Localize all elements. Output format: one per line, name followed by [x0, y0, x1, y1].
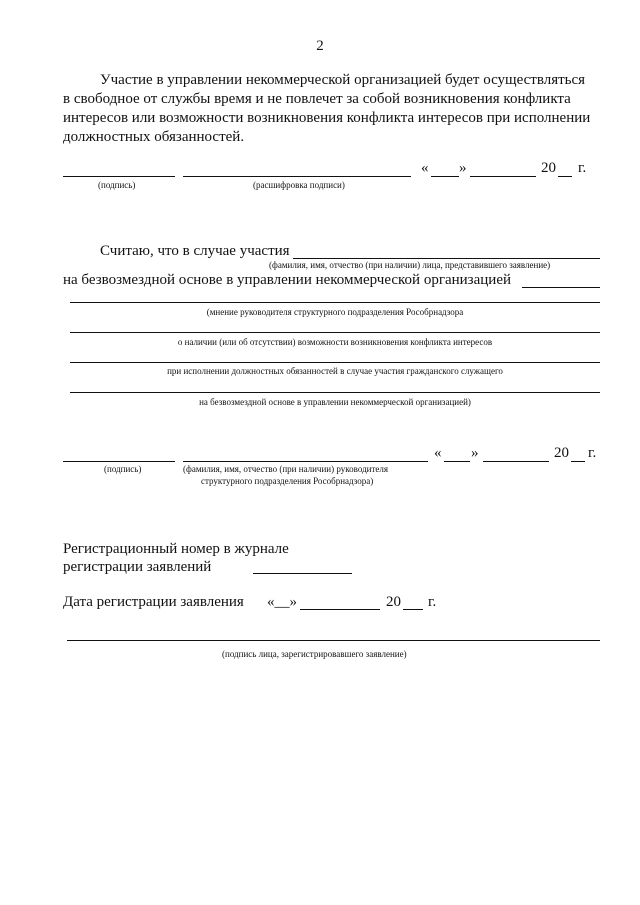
signature-line[interactable]	[63, 176, 175, 177]
registration-number-line[interactable]	[253, 573, 352, 574]
date2-year-prefix: 20	[554, 445, 569, 461]
statement-line-1: Участие в управлении некоммерческой организацией будет осуществляться	[100, 72, 586, 88]
opinion-line-3[interactable]	[70, 362, 600, 363]
statement-paragraph	[63, 71, 601, 147]
registrar-signature-line[interactable]	[67, 640, 600, 641]
registration-date-year-line[interactable]	[403, 609, 423, 610]
date-year-suffix: г.	[578, 160, 587, 176]
date2-year-line[interactable]	[571, 461, 585, 462]
date-close-quote: »	[459, 160, 467, 176]
date2-month-line[interactable]	[483, 461, 549, 462]
opinion-line-1[interactable]	[70, 302, 600, 303]
registration-date-year-prefix: 20	[386, 594, 401, 610]
name-decoding-line[interactable]	[183, 176, 411, 177]
date2-close-quote: »	[471, 445, 479, 461]
date-day-line[interactable]	[431, 176, 459, 177]
registration-date-month-line[interactable]	[300, 609, 380, 610]
opinion-line-end[interactable]	[522, 287, 600, 288]
manager-signature-caption: (подпись)	[104, 464, 142, 474]
page-number: 2	[316, 38, 324, 54]
date-year-prefix: 20	[541, 160, 556, 176]
statement-line-3: интересов или возможности возникновения конфликта интересов при исполнении	[63, 110, 591, 126]
date-year-line[interactable]	[558, 176, 572, 177]
date2-year-suffix: г.	[588, 445, 597, 461]
opinion-caption-1: (мнение руководителя структурного подразделения Рособрнадзора	[206, 307, 464, 317]
registration-number-label-2: регистрации заявлений	[63, 559, 212, 575]
manager-name-line[interactable]	[183, 461, 428, 462]
statement-line-4: должностных обязанностей.	[63, 129, 245, 145]
registration-date-day[interactable]: «__»	[267, 594, 297, 610]
opinion-line-4[interactable]	[70, 392, 600, 393]
opinion-lead-text: Считаю, что в случае участия	[100, 243, 290, 259]
signature-caption: (подпись)	[98, 180, 136, 190]
name-decoding-caption: (расшифровка подписи)	[253, 180, 345, 190]
applicant-name-line[interactable]	[293, 258, 600, 259]
applicant-name-caption: (фамилия, имя, отчество (при наличии) лица, представившего заявление)	[269, 260, 551, 270]
date-open-quote: «	[421, 160, 429, 176]
statement-line-2: в свободное от службы время и не повлечет за собой возникновения конфликта	[63, 91, 571, 107]
manager-name-caption-2: структурного подразделения Рособрнадзора)	[201, 476, 374, 486]
registration-date-label: Дата регистрации заявления	[63, 594, 244, 610]
opinion-caption-3: при исполнении должностных обязанностей в случае участия гражданского служащего	[167, 366, 503, 376]
manager-name-caption-1: (фамилия, имя, отчество (при наличии) руководителя	[183, 464, 389, 474]
opinion-line-2[interactable]	[70, 332, 600, 333]
opinion-second-line: на безвозмездной основе в управлении некоммерческой организацией	[63, 272, 512, 288]
registrar-signature-caption: (подпись лица, зарегистрировавшего заявление)	[222, 649, 407, 659]
date-month-line[interactable]	[470, 176, 536, 177]
opinion-caption-2: о наличии (или об отсутствии) возможности возникновения конфликта интересов	[177, 337, 493, 347]
date2-open-quote: «	[434, 445, 442, 461]
manager-signature-line[interactable]	[63, 461, 175, 462]
opinion-caption-4: на безвозмездной основе в управлении некоммерческой организацией)	[199, 397, 471, 407]
registration-number-label-1: Регистрационный номер в журнале	[63, 541, 289, 557]
registration-date-year-suffix: г.	[428, 594, 437, 610]
date2-day-line[interactable]	[444, 461, 470, 462]
